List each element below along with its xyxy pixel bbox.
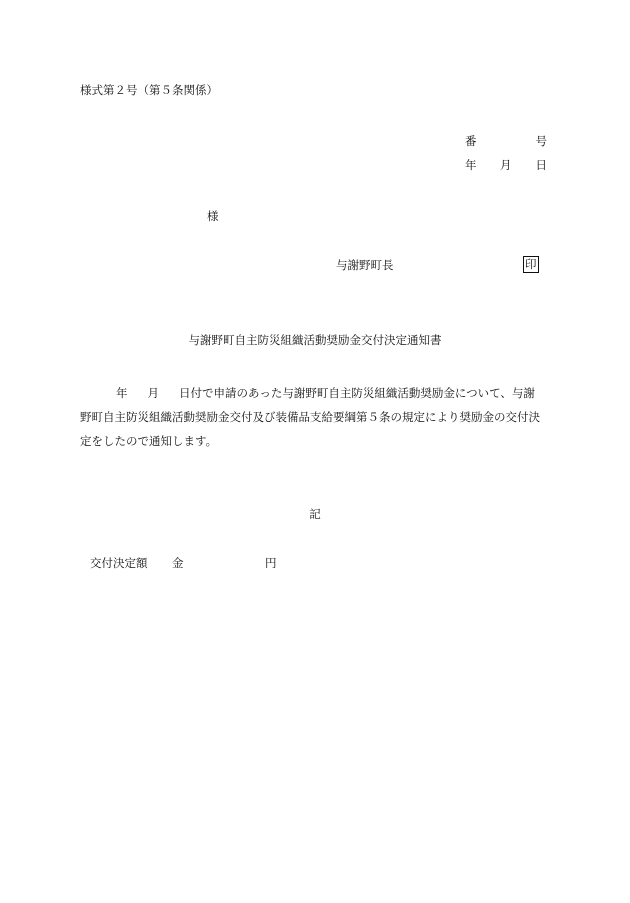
amount-label: 交付決定額	[90, 556, 148, 570]
seal-mark: 印	[525, 257, 537, 271]
month-label: 月	[500, 158, 512, 172]
body-line-1-text: 日付で申請のあった与謝野町自主防災組織活動奨励金について、与謝	[179, 386, 535, 400]
body-year: 年	[116, 386, 128, 400]
body-line-2: 野町自主防災組織活動奨励金交付及び装備品支給要綱第５条の規定により奨励金の交付決	[80, 410, 540, 424]
amount-yen: 円	[265, 556, 277, 570]
body-line-1	[80, 381, 548, 405]
document-title: 与謝野町自主防災組織活動奨励金交付決定通知書	[188, 333, 442, 347]
notice-body	[80, 381, 548, 453]
ki-heading: 記	[309, 507, 321, 521]
year-label: 年	[465, 158, 477, 172]
recipient-honorific: 様	[207, 209, 219, 223]
day-label: 日	[535, 158, 547, 172]
form-number: 様式第２号（第５条関係）	[80, 83, 218, 97]
body-month: 月	[147, 386, 159, 400]
body-line-3: 定をしたので通知します。	[80, 434, 218, 448]
number-suffix: 号	[535, 134, 547, 148]
issuer-title: 与謝野町長	[336, 258, 394, 272]
number-char: 番	[465, 134, 477, 148]
amount-kin: 金	[172, 556, 184, 570]
